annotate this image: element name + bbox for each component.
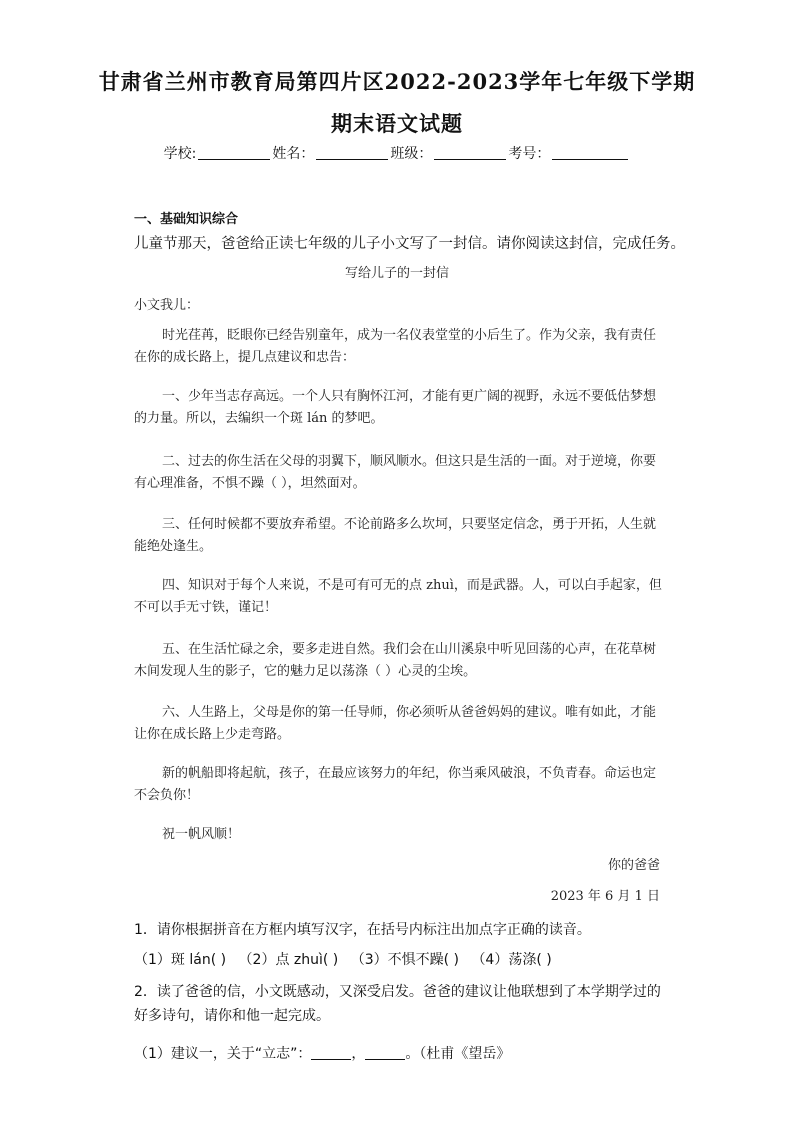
letter-paragraph: 二、过去的你生活在父母的羽翼下，顺风顺水。但这只是生活的一面。对于逆境，你要有心理准备，不惧不躁（ ），坦然面对。 [134,454,657,491]
letter-date: 2023 年 6 月 1 日 [550,889,660,904]
class-blank[interactable] [434,145,506,160]
section-heading: 一、基础知识综合 [134,212,239,227]
letter-paragraph: 三、任何时候都不要放弃希望。不论前路多么坎坷，只要坚定信念，勇于开拓，人生就能绝处逢生。 [134,517,657,554]
name-blank[interactable] [316,145,388,160]
letter-paragraph: 新的帆船即将起航，孩子，在最应该努力的年纪，你当乘风破浪，不负青春。命运也定不会负你！ [134,766,657,803]
q1-item[interactable]: （3）不惧不躁( ) [350,952,459,968]
q1-item[interactable]: （4）荡涤( ) [471,952,552,968]
section-intro: 儿童节那天，爸爸给正读七年级的儿子小文写了一封信。请你阅读这封信，完成任务。 [134,236,685,252]
name-label: 姓名： [272,146,315,162]
answer-blank[interactable] [311,1045,351,1060]
student-info-row [0,143,794,163]
school-label: 学校: [163,146,197,162]
letter-paragraph: 五、在生活忙碌之余，要多走进自然。我们会在山川溪泉中听见回荡的心声，在花草树木间发现人生的影子，它的魅力足以荡涤（ ）心灵的尘埃。 [134,642,657,679]
exam-title-line1: 甘肃省兰州市教育局第四片区2022-2023学年七年级下学期 [98,69,696,94]
question-2: 2．读了爸爸的信，小文既感动，又深受启发。爸爸的建议让他联想到了本学期学过的好多诗句，请你和他一起完成。 [134,984,661,1024]
answer-blank[interactable] [365,1045,405,1060]
letter-title: 写给儿子的一封信 [344,266,449,281]
letter-salutation: 小文我儿： [134,298,200,313]
class-label: 班级： [390,146,433,162]
exam-title-line2: 期末语文试题 [331,111,463,136]
q1-item[interactable]: （2）点 zhuì( ) [238,952,339,968]
letter-paragraph: 一、少年当志存高远。一个人只有胸怀江河，才能有更广阔的视野，永远不要低估梦想的力量。所以，去编织一个斑 lán 的梦吧。 [134,389,657,426]
exam-no-label: 考号： [508,146,551,162]
school-blank[interactable] [198,145,270,160]
question-2-sub-1: （1）建议一，关于“立志”： ， 。（杜甫《望岳》 [134,1046,511,1062]
letter-closing: 祝一帆风顺！ [162,827,241,842]
question-1-items [134,948,664,972]
letter-paragraph: 四、知识对于每个人来说，不是可有可无的点 zhuì，而是武器。人，可以白手起家，但不可以手无寸铁，谨记！ [134,578,662,615]
question-1: 1．请你根据拼音在方框内填写汉字，在括号内标注出加点字正确的读音。 [134,922,591,938]
exam-no-blank[interactable] [552,145,628,160]
letter-paragraph: 六、人生路上，父母是你的第一任导师，你必须听从爸爸妈妈的建议。唯有如此，才能让你在成长路上少走弯路。 [134,705,657,742]
q1-item[interactable]: （1）斑 lán( ) [134,952,227,968]
letter-signature: 你的爸爸 [607,858,660,873]
letter-paragraph: 时光荏苒，眨眼你已经告别童年，成为一名仪表堂堂的小后生了。作为父亲，我有责任在你的成长路上，提几点建议和忠告： [134,328,657,365]
